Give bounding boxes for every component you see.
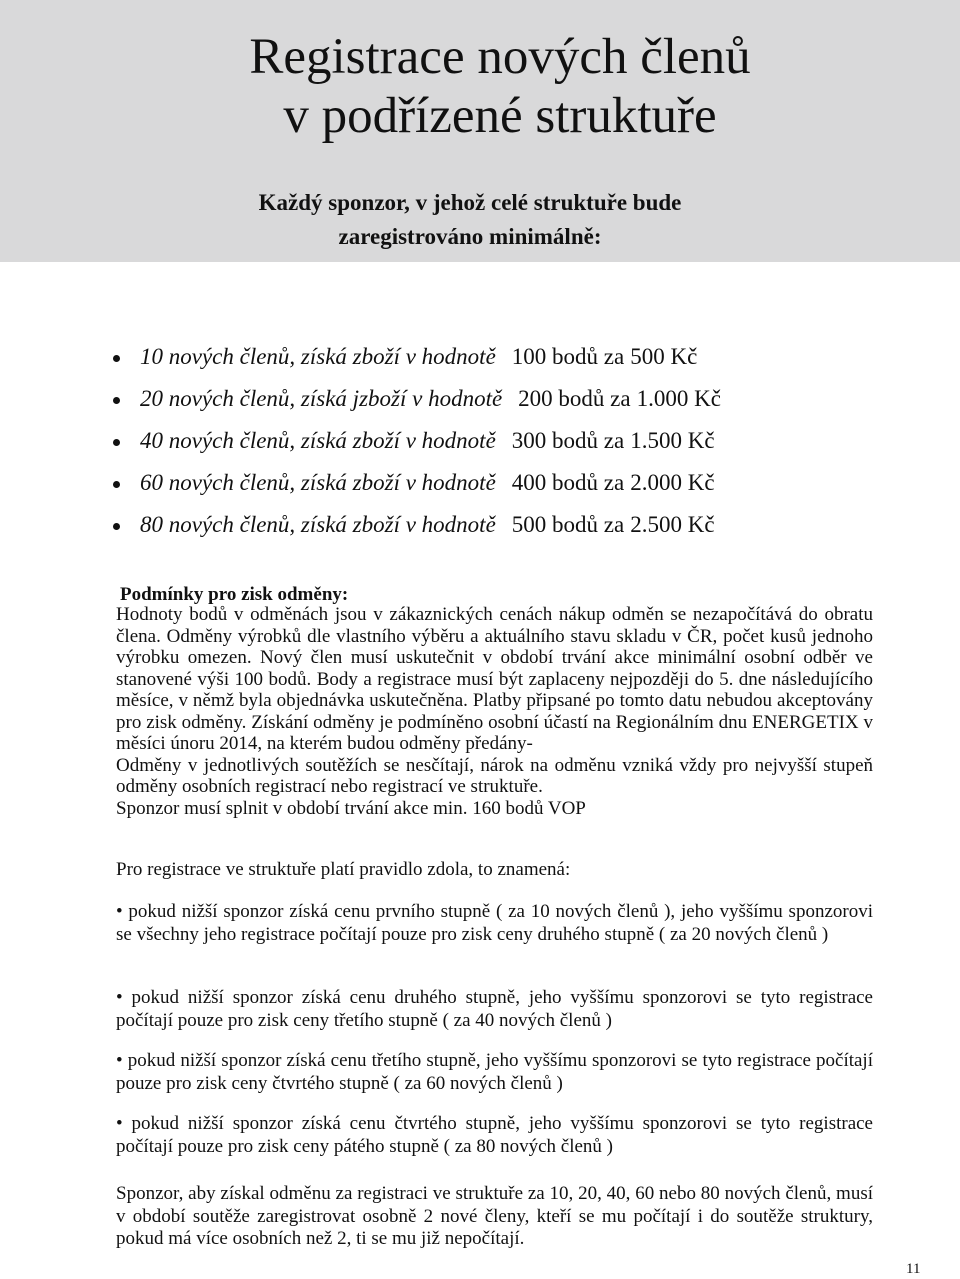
bullet-icon	[113, 397, 120, 404]
reward-item	[113, 340, 873, 382]
header-banner	[0, 0, 960, 262]
conditions-paragraph: Sponzor musí splnit v období trvání akce min. 160 bodů VOP	[116, 797, 586, 819]
reward-points: 300 bodů za	[511, 428, 625, 453]
reward-price: 1.500 Kč	[630, 428, 715, 453]
rule-item: • pokud nižší sponzor získá cenu druhého stupně, jeho vyššímu sponzorovi se tyto registrace počítají pouze pro zisk ceny třetího stupně ( za 40 nových členů )	[116, 987, 873, 1031]
reward-item	[113, 466, 873, 508]
rewards-list	[113, 340, 873, 550]
reward-points: 400 bodů za	[511, 470, 625, 495]
bullet-icon	[113, 481, 120, 488]
bullet-icon	[113, 523, 120, 530]
reward-condition: 80 nových členů, získá zboží v hodnotě	[140, 512, 496, 537]
reward-price: 1.000 Kč	[636, 386, 721, 411]
page-subtitle-line-2: zaregistrováno minimálně:	[338, 224, 602, 249]
conditions-text	[116, 604, 873, 819]
reward-price: 2.000 Kč	[630, 470, 715, 495]
page-title-line-1: Registrace nových členů	[249, 29, 751, 85]
page-subtitle-line-1: Každý sponzor, v jehož celé struktuře bude	[258, 190, 682, 215]
rule-item: • pokud nižší sponzor získá cenu prvního stupně ( za 10 nových členů ), jeho vyššímu sponzorovi se všechny jeho registrace počítají pouze pro zisk ceny druhého stupně ( za 20 nových členů )	[116, 901, 873, 945]
rule-item: • pokud nižší sponzor získá cenu třetího stupně, jeho vyššímu sponzorovi se tyto registrace počítají pouze pro zisk ceny čtvrtého stupně ( za 60 nových členů )	[116, 1050, 873, 1094]
reward-condition: 60 nových členů, získá zboží v hodnotě	[140, 470, 496, 495]
reward-points: 500 bodů za	[511, 512, 625, 537]
page-title-line-2: v podřízené struktuře	[283, 88, 717, 144]
reward-condition: 40 nových členů, získá zboží v hodnotě	[140, 428, 496, 453]
rules-intro: Pro registrace ve struktuře platí pravidlo zdola, to znamená:	[116, 859, 571, 880]
conditions-heading: Podmínky pro zisk odměny:	[120, 584, 349, 605]
conditions-paragraph: Odměny v jednotlivých soutěžích se nesčítají, nárok na odměnu vzniká vždy pro nejvyšší stupeň odměny osobních registrací nebo registrací ve struktuře.	[116, 754, 873, 797]
conditions-paragraph: Hodnoty bodů v odměnách jsou v zákaznických cenách nákup odměn se nezapočítává do obratu člena. Odměny výrobků dle vlastního výběru a aktuálního stavu skladu v ČR, počet kusů jednoho výrobku omezen. Nový člen musí uskutečnit v období trvání akce minimální osobní odběr ve stanovené výši 100 bodů. Body a registrace musí být zaplaceny nejpozději do 5. dne následujícího měsíce, v němž byla objednávka uskutečněna. Platby připsané po tomto datu nebudou akceptovány pro zisk odměny. Získání odměny je podmíněno osobní účastí na Regionálním dnu ENERGETIX v měsíci únoru 2014, na kterém budou odměny předány-	[116, 604, 873, 754]
rules-closing: Sponzor, aby získal odměnu za registraci ve struktuře za 10, 20, 40, 60 nebo 80 nových členů, musí v období soutěže zaregistrovat osobně 2 nové členy, kteří se mu počítají i do soutěže struktury, pokud má více osobních než 2, ti se mu již nepočítají.	[116, 1183, 873, 1249]
bullet-icon	[113, 355, 120, 362]
reward-condition: 20 nových členů, získá jzboží v hodnotě	[140, 386, 503, 411]
reward-price: 500 Kč	[630, 344, 698, 369]
page-number: 11	[906, 1261, 921, 1277]
reward-item	[113, 508, 873, 550]
bullet-icon	[113, 439, 120, 446]
page-title	[0, 28, 960, 146]
reward-item	[113, 424, 873, 466]
reward-condition: 10 nových členů, získá zboží v hodnotě	[140, 344, 496, 369]
reward-item	[113, 382, 873, 424]
reward-points: 100 bodů za	[511, 344, 625, 369]
rule-item: • pokud nižší sponzor získá cenu čtvrtého stupně, jeho vyššímu sponzorovi se tyto registrace počítají pouze pro zisk ceny pátého stupně ( za 80 nových členů )	[116, 1113, 873, 1157]
reward-price: 2.500 Kč	[630, 512, 715, 537]
page-subtitle	[0, 186, 940, 254]
reward-points: 200 bodů za	[518, 386, 631, 411]
